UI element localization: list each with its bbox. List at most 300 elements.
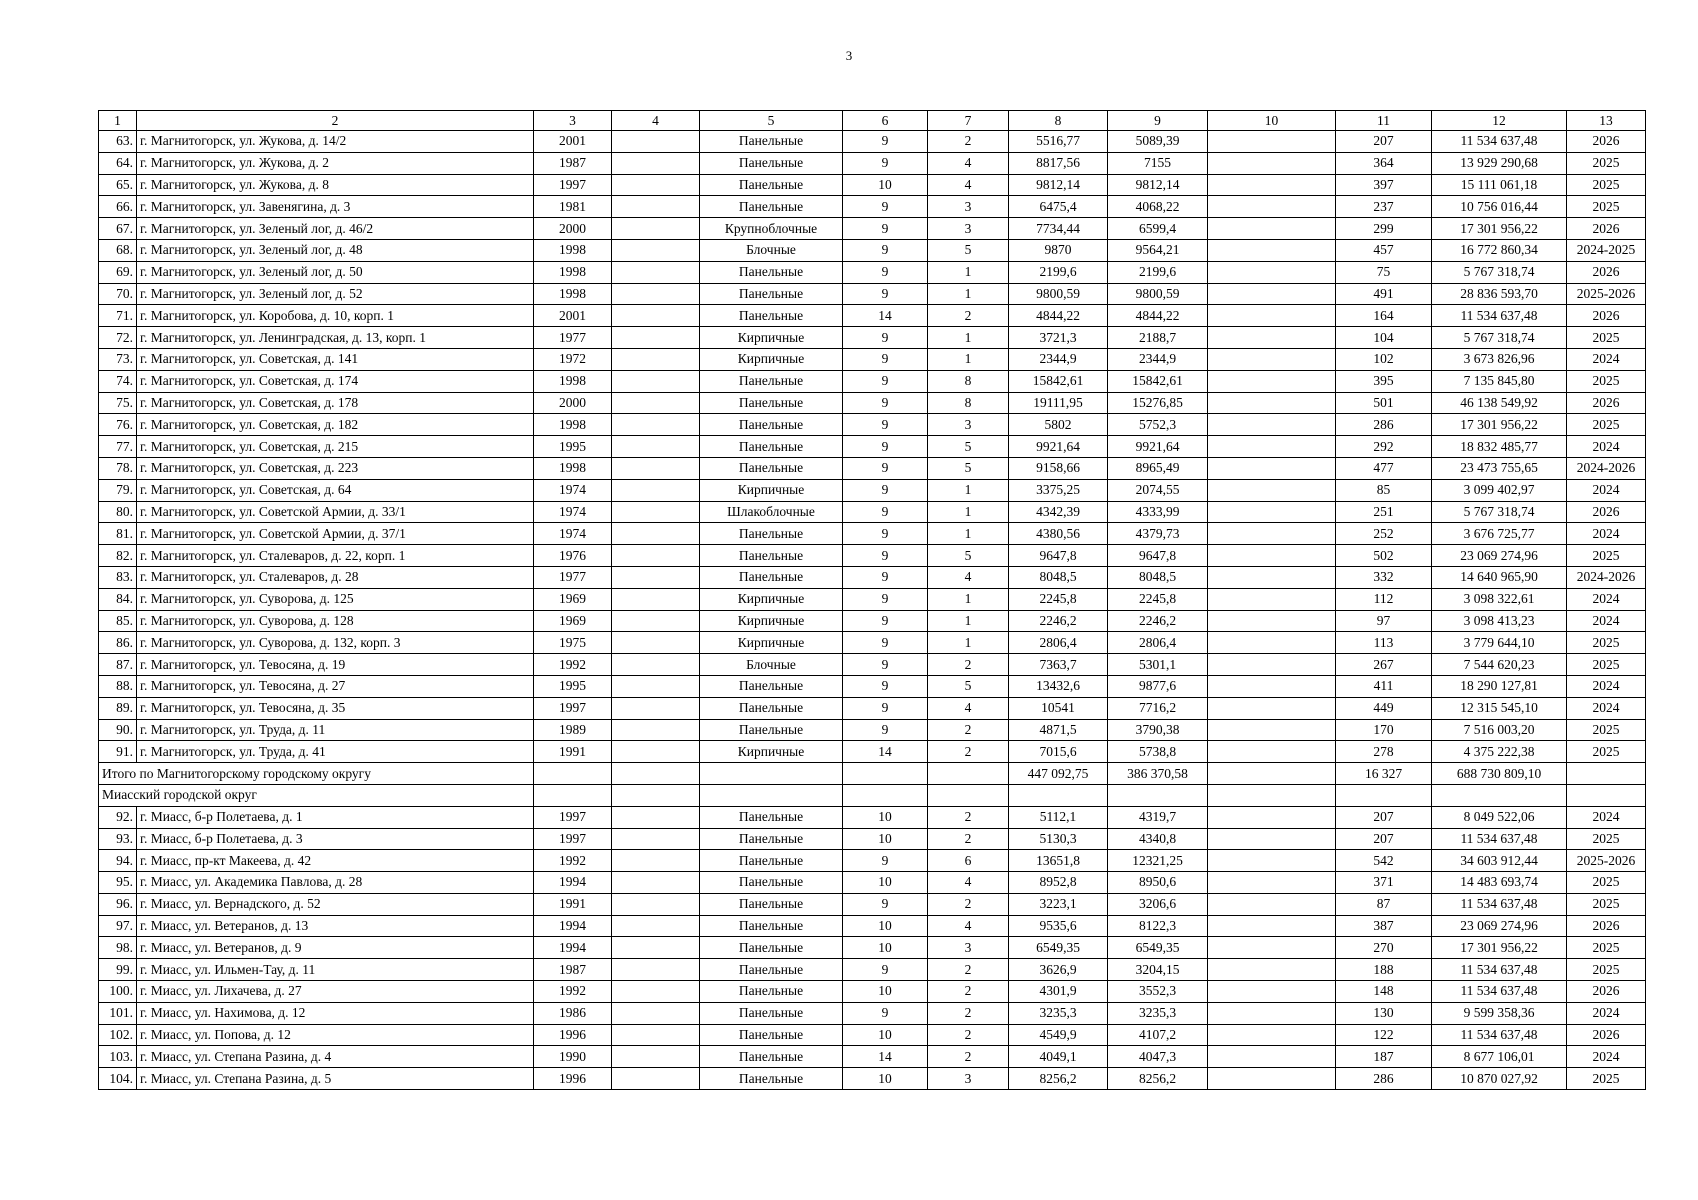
table-cell: 5: [928, 457, 1009, 479]
table-cell: 23 069 274,96: [1432, 915, 1567, 937]
table-cell: 9: [843, 545, 928, 567]
table-cell: 5 767 318,74: [1432, 327, 1567, 349]
table-cell: [612, 218, 700, 240]
table-cell: [1208, 632, 1336, 654]
table-cell: г. Миасс, б-р Полетаева, д. 3: [137, 828, 534, 850]
table-cell: [612, 414, 700, 436]
table-cell: [534, 784, 612, 806]
table-cell: 2026: [1567, 218, 1646, 240]
table-cell: [612, 915, 700, 937]
housing-table: [98, 110, 1646, 1090]
table-cell: 17 301 956,22: [1432, 414, 1567, 436]
table-cell: 3223,1: [1009, 893, 1108, 915]
table-cell: 491: [1336, 283, 1432, 305]
table-cell: 1998: [534, 414, 612, 436]
table-cell: [1432, 784, 1567, 806]
table-cell: 1997: [534, 697, 612, 719]
table-cell: 9: [843, 719, 928, 741]
table-cell: [612, 501, 700, 523]
table-cell: [612, 1068, 700, 1090]
table-cell: 99.: [99, 959, 137, 981]
table-cell: 2: [928, 806, 1009, 828]
table-cell: 2024: [1567, 1046, 1646, 1068]
table-cell: 9: [843, 457, 928, 479]
table-cell: г. Миасс, ул. Лихачева, д. 27: [137, 981, 534, 1003]
table-cell: 2025: [1567, 741, 1646, 763]
table-row: [99, 937, 1646, 959]
table-cell: 4844,22: [1009, 305, 1108, 327]
table-cell: 2024: [1567, 610, 1646, 632]
table-cell: 12 315 545,10: [1432, 697, 1567, 719]
table-cell: 10: [843, 806, 928, 828]
table-cell: 15842,61: [1108, 370, 1208, 392]
table-cell: 93.: [99, 828, 137, 850]
table-cell: Панельные: [700, 392, 843, 414]
table-cell: 9: [843, 501, 928, 523]
table-cell: [612, 806, 700, 828]
table-cell: г. Магнитогорск, ул. Жукова, д. 8: [137, 174, 534, 196]
table-cell: 1992: [534, 654, 612, 676]
table-cell: 371: [1336, 872, 1432, 894]
table-cell: 4: [928, 697, 1009, 719]
table-cell: 4: [928, 152, 1009, 174]
table-cell: 1974: [534, 501, 612, 523]
table-cell: 103.: [99, 1046, 137, 1068]
table-cell: 2025: [1567, 719, 1646, 741]
table-cell: 10: [843, 1024, 928, 1046]
table-cell: 3721,3: [1009, 327, 1108, 349]
table-cell: 1977: [534, 566, 612, 588]
table-cell: 1995: [534, 436, 612, 458]
table-cell: 9: [843, 392, 928, 414]
table-cell: 4333,99: [1108, 501, 1208, 523]
table-cell: 8952,8: [1009, 872, 1108, 894]
table-cell: 46 138 549,92: [1432, 392, 1567, 414]
table-cell: 251: [1336, 501, 1432, 523]
table-cell: 11 534 637,48: [1432, 959, 1567, 981]
table-cell: 3: [928, 937, 1009, 959]
table-cell: 2: [928, 959, 1009, 981]
table-cell: 87.: [99, 654, 137, 676]
table-cell: [1208, 763, 1336, 785]
table-row: [99, 654, 1646, 676]
total-row: [99, 763, 1646, 785]
table-cell: 102: [1336, 348, 1432, 370]
table-cell: 7015,6: [1009, 741, 1108, 763]
table-cell: [612, 566, 700, 588]
table-cell: 70.: [99, 283, 137, 305]
table-cell: 477: [1336, 457, 1432, 479]
table-cell: 5112,1: [1009, 806, 1108, 828]
table-cell: 5: [700, 111, 843, 131]
table-row: [99, 392, 1646, 414]
table-cell: [612, 436, 700, 458]
table-cell: 5738,8: [1108, 741, 1208, 763]
table-cell: [1208, 327, 1336, 349]
table-cell: 80.: [99, 501, 137, 523]
table-cell: 3 676 725,77: [1432, 523, 1567, 545]
table-cell: 2025-2026: [1567, 283, 1646, 305]
table-cell: Кирпичные: [700, 348, 843, 370]
table-cell: 72.: [99, 327, 137, 349]
table-cell: Панельные: [700, 1046, 843, 1068]
table-cell: 18 832 485,77: [1432, 436, 1567, 458]
table-cell: 9: [843, 588, 928, 610]
table-cell: 4: [928, 872, 1009, 894]
table-cell: 5: [928, 436, 1009, 458]
table-cell: 1981: [534, 196, 612, 218]
table-cell: Панельные: [700, 893, 843, 915]
table-cell: [612, 1046, 700, 1068]
table-cell: 85.: [99, 610, 137, 632]
table-cell: 8048,5: [1009, 566, 1108, 588]
table-cell: [1208, 392, 1336, 414]
table-cell: г. Магнитогорск, ул. Зеленый лог, д. 52: [137, 283, 534, 305]
table-cell: [1208, 131, 1336, 153]
table-cell: [1208, 588, 1336, 610]
table-cell: 1998: [534, 457, 612, 479]
table-cell: 113: [1336, 632, 1432, 654]
table-cell: 2000: [534, 392, 612, 414]
table-cell: 8048,5: [1108, 566, 1208, 588]
table-cell: [1208, 697, 1336, 719]
table-cell: [1567, 763, 1646, 785]
table-cell: 9: [843, 196, 928, 218]
table-cell: 11 534 637,48: [1432, 131, 1567, 153]
table-cell: 10: [843, 937, 928, 959]
table-cell: [1208, 348, 1336, 370]
table-cell: [612, 174, 700, 196]
table-cell: 2024: [1567, 588, 1646, 610]
table-cell: [1208, 915, 1336, 937]
table-cell: г. Магнитогорск, ул. Советская, д. 174: [137, 370, 534, 392]
table-cell: Панельные: [700, 566, 843, 588]
table-cell: 79.: [99, 479, 137, 501]
table-cell: 7363,7: [1009, 654, 1108, 676]
table-cell: 2024-2026: [1567, 457, 1646, 479]
table-cell: 2026: [1567, 1024, 1646, 1046]
table-cell: 2024-2026: [1567, 566, 1646, 588]
table-cell: 63.: [99, 131, 137, 153]
table-cell: [612, 872, 700, 894]
table-row: [99, 959, 1646, 981]
table-cell: [1009, 784, 1108, 806]
table-cell: 8: [1009, 111, 1108, 131]
table-cell: Кирпичные: [700, 588, 843, 610]
table-cell: 2806,4: [1108, 632, 1208, 654]
table-cell: Панельные: [700, 937, 843, 959]
table-cell: 457: [1336, 239, 1432, 261]
table-row: [99, 893, 1646, 915]
table-cell: 9: [843, 348, 928, 370]
table-cell: г. Миасс, ул. Попова, д. 12: [137, 1024, 534, 1046]
table-cell: 1996: [534, 1068, 612, 1090]
table-row: [99, 174, 1646, 196]
table-row: [99, 610, 1646, 632]
table-cell: г. Магнитогорск, ул. Советская, д. 182: [137, 414, 534, 436]
table-cell: [1208, 1068, 1336, 1090]
table-cell: Панельные: [700, 675, 843, 697]
table-cell: [1208, 457, 1336, 479]
table-cell: 3552,3: [1108, 981, 1208, 1003]
table-cell: 2025: [1567, 872, 1646, 894]
table-cell: 207: [1336, 806, 1432, 828]
table-cell: Панельные: [700, 828, 843, 850]
table-cell: Панельные: [700, 697, 843, 719]
table-row: [99, 915, 1646, 937]
table-cell: 8122,3: [1108, 915, 1208, 937]
table-cell: 6475,4: [1009, 196, 1108, 218]
table-cell: г. Магнитогорск, ул. Тевосяна, д. 19: [137, 654, 534, 676]
table-cell: 2: [928, 1002, 1009, 1024]
table-cell: 299: [1336, 218, 1432, 240]
table-cell: 8 677 106,01: [1432, 1046, 1567, 1068]
table-cell: 2245,8: [1108, 588, 1208, 610]
table-cell: Панельные: [700, 1068, 843, 1090]
table-cell: 2026: [1567, 915, 1646, 937]
table-cell: Панельные: [700, 283, 843, 305]
table-row: [99, 479, 1646, 501]
table-row: [99, 1024, 1646, 1046]
table-cell: [612, 261, 700, 283]
table-cell: 2: [928, 828, 1009, 850]
table-cell: 252: [1336, 523, 1432, 545]
table-cell: 4871,5: [1009, 719, 1108, 741]
table-cell: 387: [1336, 915, 1432, 937]
table-cell: 2024: [1567, 675, 1646, 697]
table-cell: 2025: [1567, 545, 1646, 567]
table-cell: 6549,35: [1108, 937, 1208, 959]
table-cell: 14 640 965,90: [1432, 566, 1567, 588]
table-cell: [1208, 675, 1336, 697]
table-cell: 9: [843, 131, 928, 153]
table-row: [99, 218, 1646, 240]
table-cell: [1208, 566, 1336, 588]
table-cell: 7 544 620,23: [1432, 654, 1567, 676]
table-cell: 1989: [534, 719, 612, 741]
table-cell: 66.: [99, 196, 137, 218]
table-cell: [1208, 850, 1336, 872]
table-cell: [612, 392, 700, 414]
table-cell: 3235,3: [1108, 1002, 1208, 1024]
table-cell: г. Миасс, ул. Нахимова, д. 12: [137, 1002, 534, 1024]
table-cell: 4342,39: [1009, 501, 1108, 523]
table-cell: 7734,44: [1009, 218, 1108, 240]
table-cell: 1: [928, 523, 1009, 545]
table-cell: 15842,61: [1009, 370, 1108, 392]
table-cell: 1996: [534, 1024, 612, 1046]
table-cell: 9: [843, 152, 928, 174]
table-cell: 187: [1336, 1046, 1432, 1068]
table-cell: Блочные: [700, 239, 843, 261]
table-cell: 6599,4: [1108, 218, 1208, 240]
table-cell: Панельные: [700, 305, 843, 327]
table-cell: 78.: [99, 457, 137, 479]
table-cell: 10541: [1009, 697, 1108, 719]
table-cell: г. Магнитогорск, ул. Коробова, д. 10, корп. 1: [137, 305, 534, 327]
table-cell: 1998: [534, 239, 612, 261]
table-cell: 10: [843, 1068, 928, 1090]
section-row: [99, 784, 1646, 806]
table-cell: 2025: [1567, 327, 1646, 349]
table-cell: 75.: [99, 392, 137, 414]
table-cell: 1994: [534, 937, 612, 959]
table-cell: 1976: [534, 545, 612, 567]
table-cell: [612, 370, 700, 392]
table-cell: 9: [843, 414, 928, 436]
table-cell: 1: [928, 501, 1009, 523]
table-cell: Итого по Магнитогорскому городскому округу: [99, 763, 534, 785]
table-cell: [1208, 239, 1336, 261]
table-cell: 3 779 644,10: [1432, 632, 1567, 654]
table-cell: [1208, 959, 1336, 981]
table-cell: 411: [1336, 675, 1432, 697]
table-cell: 9: [843, 327, 928, 349]
table-cell: 2026: [1567, 981, 1646, 1003]
table-cell: 688 730 809,10: [1432, 763, 1567, 785]
table-cell: 9800,59: [1009, 283, 1108, 305]
table-cell: [612, 1002, 700, 1024]
table-row: [99, 872, 1646, 894]
table-cell: 9: [843, 654, 928, 676]
table-cell: 2001: [534, 305, 612, 327]
table-cell: 9: [843, 523, 928, 545]
table-cell: [1208, 654, 1336, 676]
table-cell: 5516,77: [1009, 131, 1108, 153]
table-cell: г. Магнитогорск, ул. Советской Армии, д. 37/1: [137, 523, 534, 545]
table-cell: [612, 937, 700, 959]
table-cell: 1: [928, 632, 1009, 654]
table-cell: 13 929 290,68: [1432, 152, 1567, 174]
table-cell: 2245,8: [1009, 588, 1108, 610]
table-cell: 2344,9: [1009, 348, 1108, 370]
table-cell: [612, 850, 700, 872]
table-cell: 5301,1: [1108, 654, 1208, 676]
table-cell: [1208, 828, 1336, 850]
table-row: [99, 152, 1646, 174]
table-cell: 13432,6: [1009, 675, 1108, 697]
table-cell: 1998: [534, 370, 612, 392]
table-cell: 9: [843, 436, 928, 458]
table-cell: 8950,6: [1108, 872, 1208, 894]
table-cell: 4107,2: [1108, 1024, 1208, 1046]
table-cell: 71.: [99, 305, 137, 327]
table-cell: 112: [1336, 588, 1432, 610]
table-cell: Панельные: [700, 436, 843, 458]
table-cell: 17 301 956,22: [1432, 937, 1567, 959]
table-cell: 2025: [1567, 937, 1646, 959]
table-cell: 28 836 593,70: [1432, 283, 1567, 305]
table-cell: г. Магнитогорск, ул. Суворова, д. 132, корп. 3: [137, 632, 534, 654]
table-cell: 2025: [1567, 959, 1646, 981]
table-cell: 1: [928, 283, 1009, 305]
table-cell: 8965,49: [1108, 457, 1208, 479]
table-row: [99, 131, 1646, 153]
table-cell: 2: [928, 305, 1009, 327]
table-row: [99, 719, 1646, 741]
table-cell: 397: [1336, 174, 1432, 196]
table-cell: 85: [1336, 479, 1432, 501]
table-cell: 2806,4: [1009, 632, 1108, 654]
table-cell: 4301,9: [1009, 981, 1108, 1003]
table-cell: [1208, 719, 1336, 741]
table-cell: 104: [1336, 327, 1432, 349]
table-cell: [1208, 981, 1336, 1003]
table-cell: [1208, 261, 1336, 283]
table-row: [99, 436, 1646, 458]
table-cell: 3 099 402,97: [1432, 479, 1567, 501]
table-cell: 122: [1336, 1024, 1432, 1046]
table-cell: 23 069 274,96: [1432, 545, 1567, 567]
table-cell: [612, 523, 700, 545]
table-cell: 2: [928, 741, 1009, 763]
table-cell: 2: [928, 893, 1009, 915]
table-cell: [1208, 1024, 1336, 1046]
table-cell: 4068,22: [1108, 196, 1208, 218]
table-cell: 97: [1336, 610, 1432, 632]
header-row: [99, 111, 1646, 131]
table-cell: 2074,55: [1108, 479, 1208, 501]
table-cell: 2026: [1567, 392, 1646, 414]
table-cell: 13: [1567, 111, 1646, 131]
table-cell: 2026: [1567, 501, 1646, 523]
table-cell: г. Магнитогорск, ул. Завенягина, д. 3: [137, 196, 534, 218]
table-cell: 502: [1336, 545, 1432, 567]
table-cell: 18 290 127,81: [1432, 675, 1567, 697]
table-cell: Панельные: [700, 152, 843, 174]
table-cell: 4380,56: [1009, 523, 1108, 545]
table-cell: 2026: [1567, 131, 1646, 153]
table-cell: Панельные: [700, 981, 843, 1003]
table-cell: 3 098 413,23: [1432, 610, 1567, 632]
table-cell: 170: [1336, 719, 1432, 741]
table-cell: г. Магнитогорск, ул. Советской Армии, д. 33/1: [137, 501, 534, 523]
table-cell: 9564,21: [1108, 239, 1208, 261]
table-cell: 3235,3: [1009, 1002, 1108, 1024]
table-cell: 9: [843, 566, 928, 588]
table-cell: 8: [928, 392, 1009, 414]
table-cell: 2026: [1567, 261, 1646, 283]
table-cell: 1969: [534, 588, 612, 610]
table-cell: 2025: [1567, 152, 1646, 174]
table-cell: [700, 784, 843, 806]
table-cell: 2188,7: [1108, 327, 1208, 349]
table-cell: [612, 893, 700, 915]
table-cell: 96.: [99, 893, 137, 915]
table-cell: 2024: [1567, 436, 1646, 458]
table-cell: [928, 763, 1009, 785]
table-cell: Панельные: [700, 1002, 843, 1024]
table-cell: 13651,8: [1009, 850, 1108, 872]
table-cell: 1: [928, 348, 1009, 370]
table-cell: 16 327: [1336, 763, 1432, 785]
table-cell: 1969: [534, 610, 612, 632]
table-cell: 2246,2: [1009, 610, 1108, 632]
table-cell: 332: [1336, 566, 1432, 588]
table-cell: 1: [99, 111, 137, 131]
table-cell: г. Магнитогорск, ул. Сталеваров, д. 28: [137, 566, 534, 588]
table-cell: [1336, 784, 1432, 806]
table-row: [99, 588, 1646, 610]
table-cell: [612, 239, 700, 261]
table-cell: 9812,14: [1108, 174, 1208, 196]
table-cell: 91.: [99, 741, 137, 763]
table-cell: 1997: [534, 828, 612, 850]
table-cell: 395: [1336, 370, 1432, 392]
table-cell: 1987: [534, 152, 612, 174]
table-cell: [1208, 937, 1336, 959]
table-cell: 4: [928, 174, 1009, 196]
